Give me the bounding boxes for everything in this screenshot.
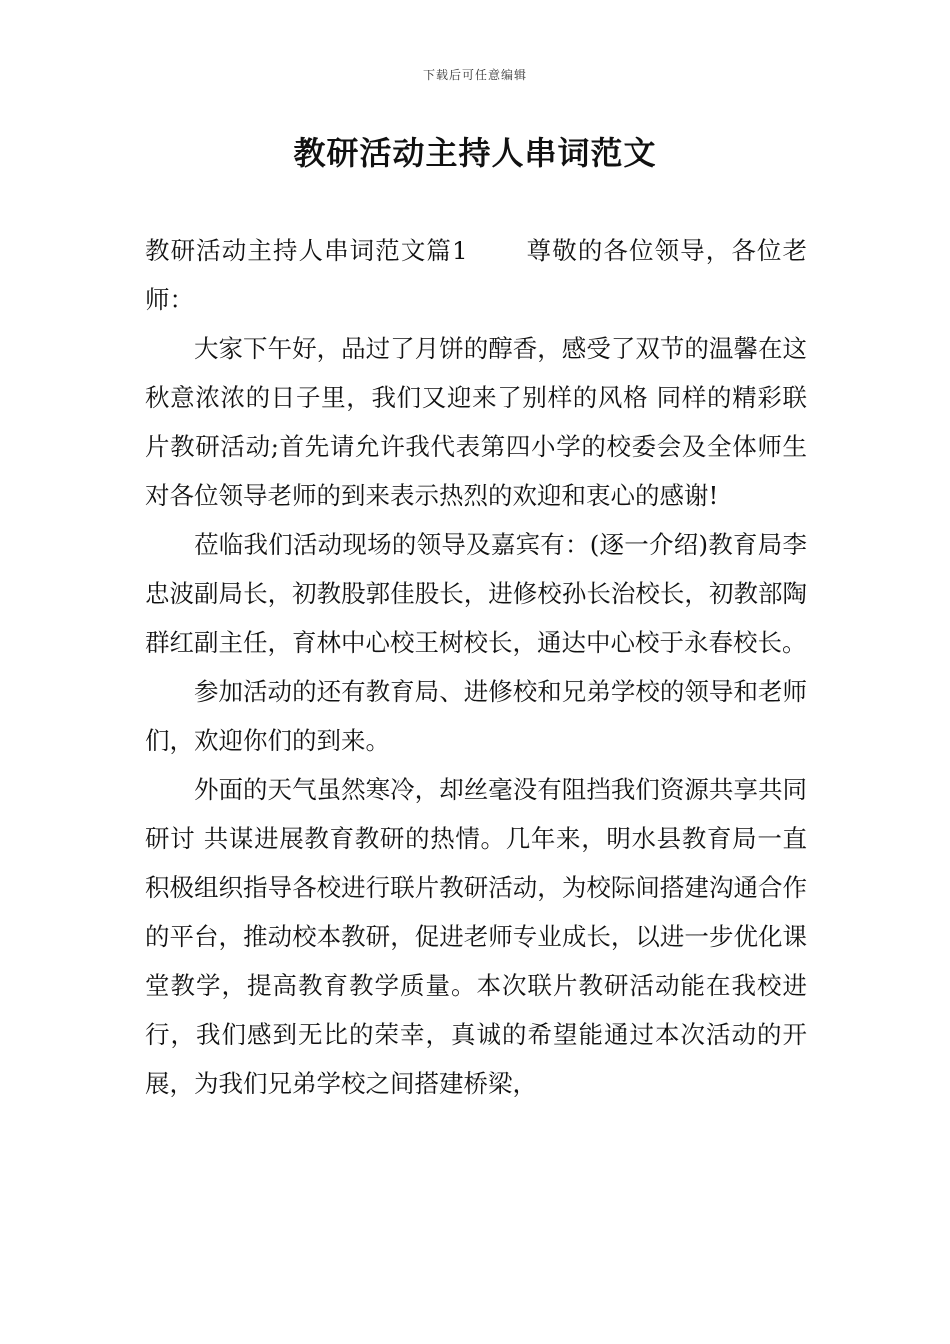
paragraph-background: 外面的天气虽然寒冷，却丝毫没有阻挡我们资源共享共同研讨 共谋进展教育教研的热情。几年来，明水县教育局一直积极组织指导各校进行联片教研活动，为校际间搭建沟通合作的平台，推动校本教研，促进老师专业成长，以进一步优化课堂教学，提高教育教学质量。本次联片教研活动能在我校进行，我们感到无比的荣幸，真诚的希望能通过本次活动的开展，为我们兄弟学校之间搭建桥梁，	[145, 775, 807, 1098]
salutation-text: 尊敬的各位领导，各位老师：	[145, 236, 808, 314]
paragraph-welcome: 大家下午好，品过了月饼的醇香，感受了双节的温馨在这秋意浓浓的日子里，我们又迎来了别样的风格 同样的精彩联片教研活动;首先请允许我代表第四小学的校委会及全体师生对各位领导老师的到来表示热烈的欢迎和衷心的感谢!	[145, 334, 807, 510]
document-title: 教研活动主持人串词范文	[293, 134, 657, 172]
paragraph-guests: 莅临我们活动现场的领导及嘉宾有：(逐一介绍)教育局李忠波副局长，初教股郭佳股长，进修校孙长治校长，初教部陶群红副主任，育林中心校王树校长，通达中心校于永春校长。	[145, 530, 807, 657]
paragraph-participants: 参加活动的还有教育局、进修校和兄弟学校的领导和老师们，欢迎你们的到来。	[145, 677, 807, 755]
section-heading: 教研活动主持人串词范文篇1	[145, 236, 468, 265]
document-body	[145, 226, 807, 1108]
paragraph-opening	[145, 226, 807, 324]
header-note: 下载后可任意编辑	[422, 68, 527, 82]
